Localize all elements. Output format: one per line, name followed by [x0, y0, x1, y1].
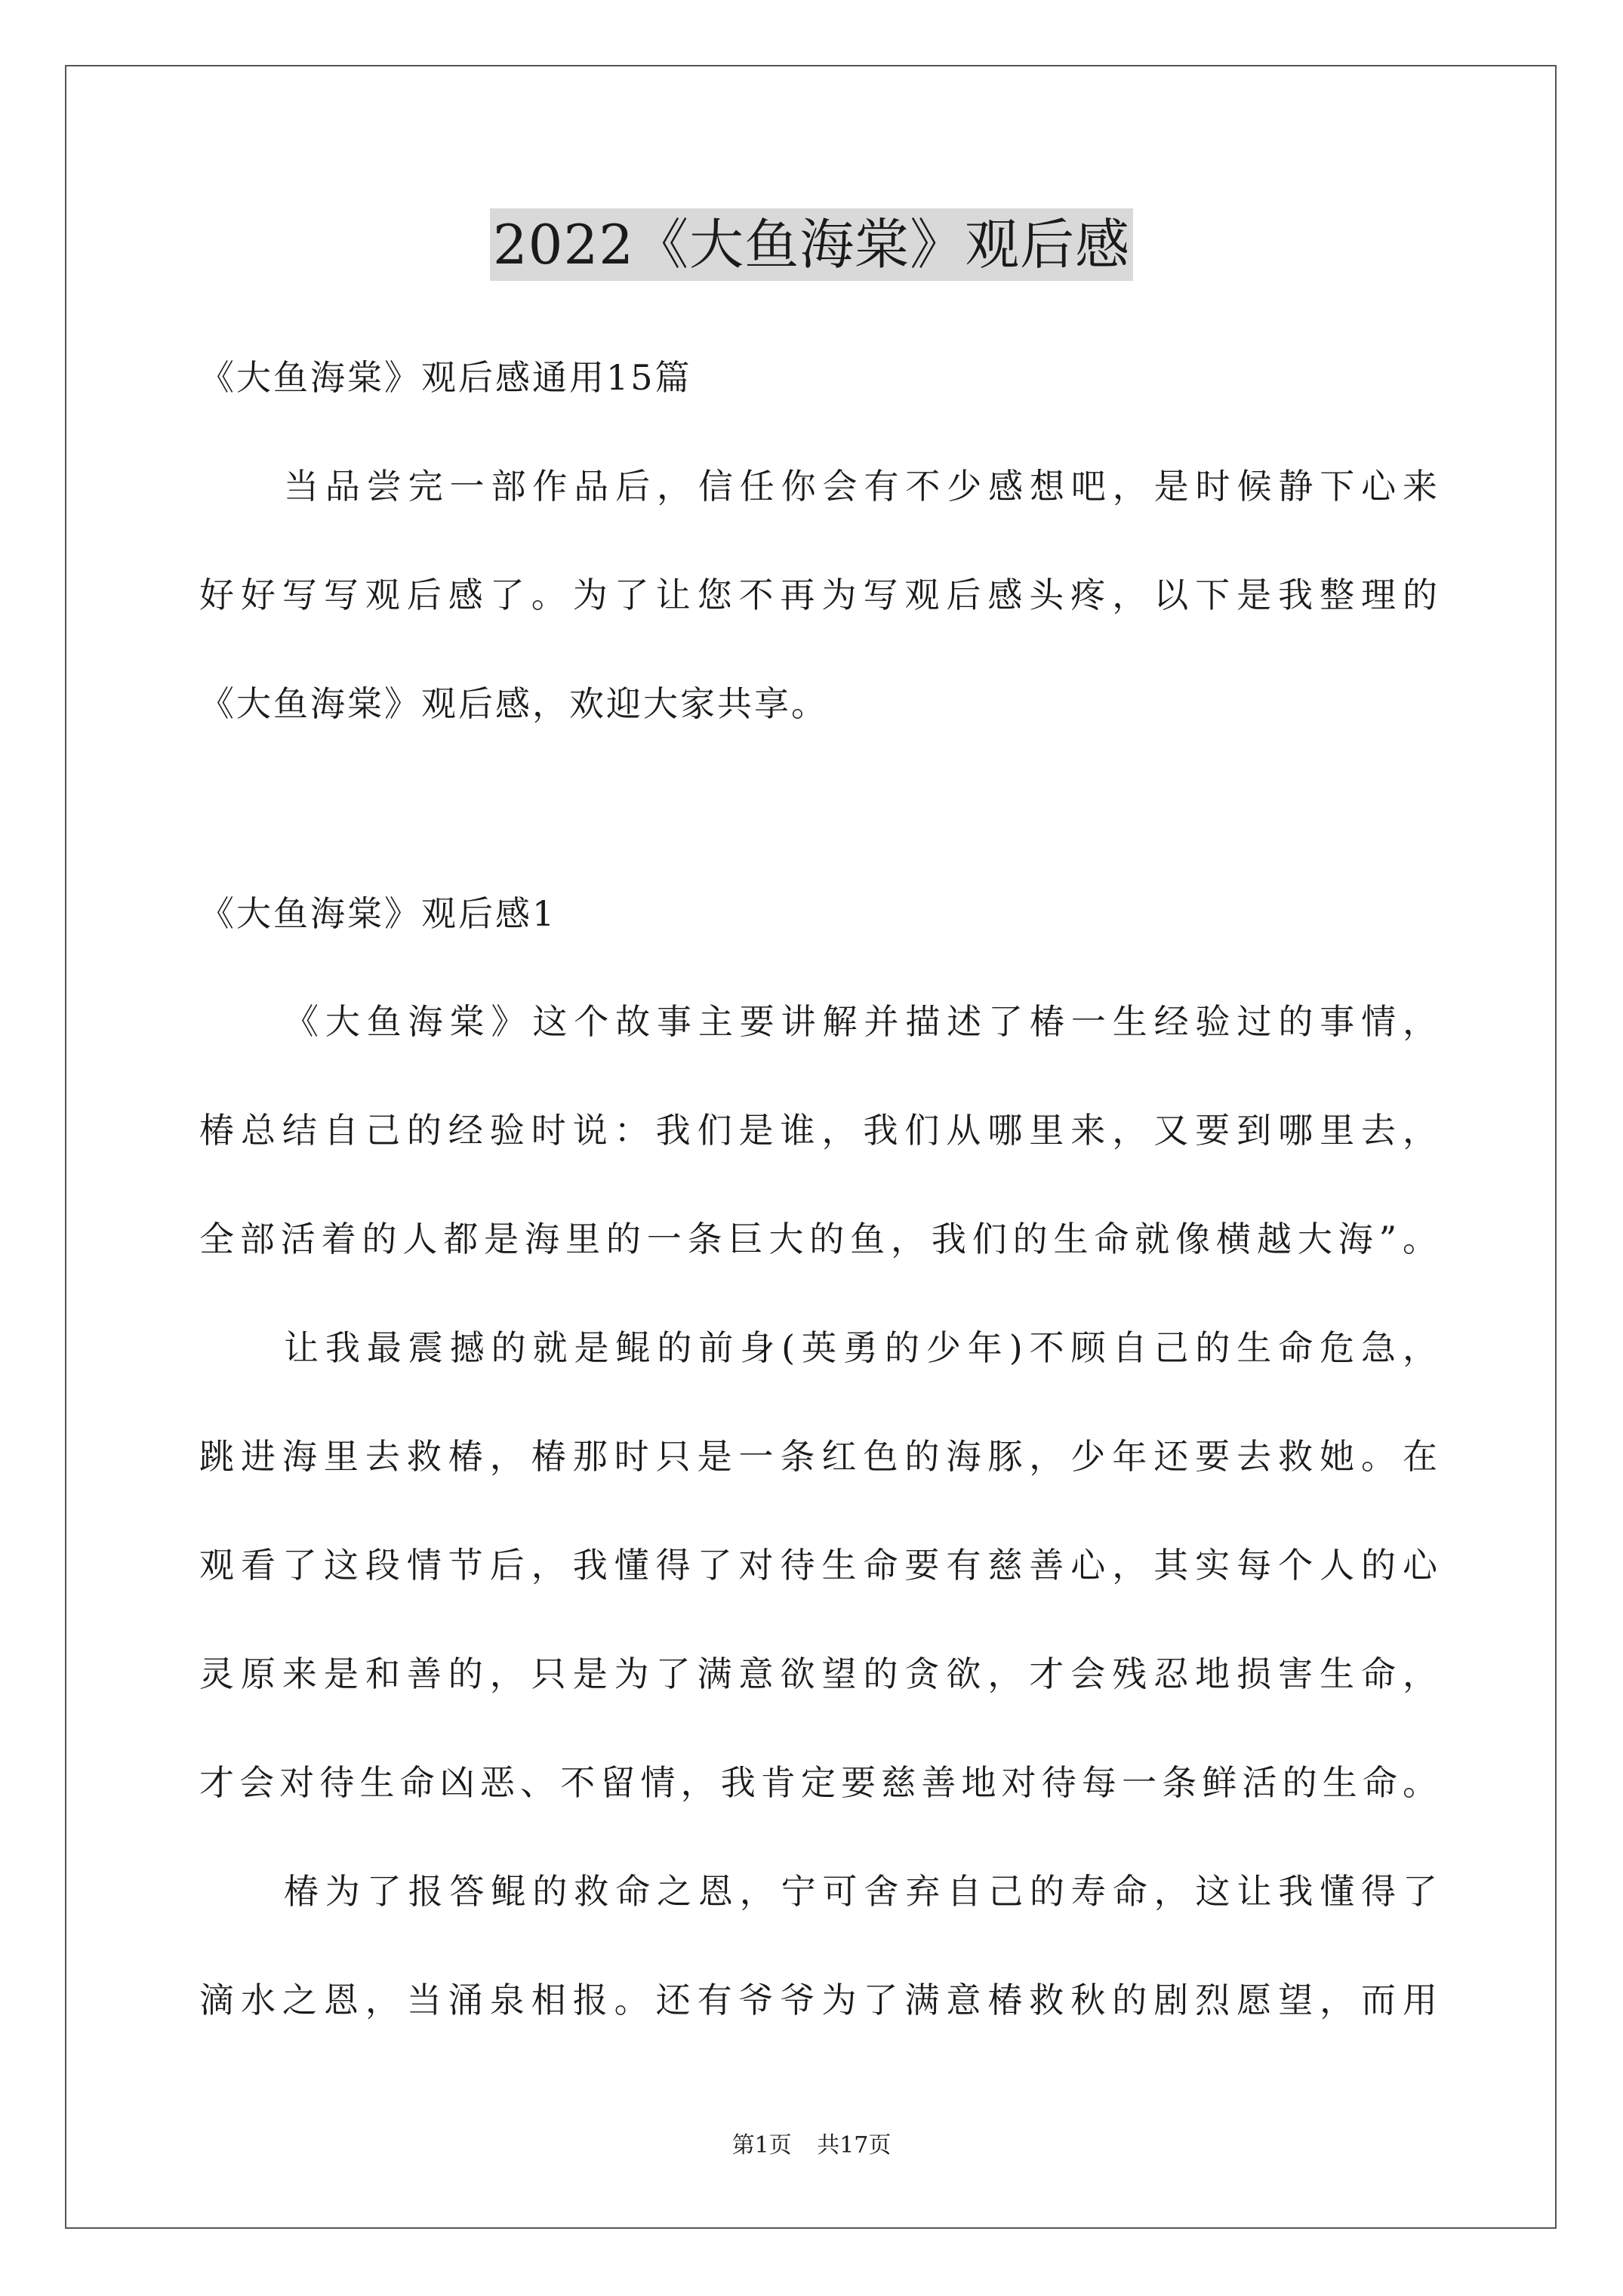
paragraph3-line-1: 椿为了报答鲲的救命之恩，宁可舍弃自己的寿命，这让我懂得了 — [284, 1871, 1437, 1912]
paragraph2-line-5: 才会对待生命凶恶、不留情，我肯定要慈善地对待每一条鲜活的生命。 — [199, 1762, 1437, 1803]
intro-line-1: 当品尝完一部作品后，信任你会有不少感想吧，是时候静下心来 — [284, 466, 1437, 507]
paragraph2-line-4: 灵原来是和善的，只是为了满意欲望的贪欲，才会残忍地损害生命， — [199, 1653, 1437, 1694]
paragraph1-line-1: 《大鱼海棠》这个故事主要讲解并描述了椿一生经验过的事情， — [284, 1001, 1437, 1042]
paragraph3-line-2: 滴水之恩，当涌泉相报。还有爷爷为了满意椿救秋的剧烈愿望，而用 — [199, 1980, 1437, 2020]
document-title: 2022《大鱼海棠》观后感 — [490, 208, 1133, 281]
paragraph2-line-1: 让我最震撼的就是鲲的前身(英勇的少年)不顾自己的生命危急， — [284, 1327, 1437, 1368]
paragraph1-line-2: 椿总结自己的经验时说：我们是谁，我们从哪里来，又要到哪里去， — [199, 1110, 1437, 1151]
intro-line-3: 《大鱼海棠》观后感，欢迎大家共享。 — [199, 683, 828, 724]
page-total: 共17页 — [817, 2132, 892, 2159]
page-number: 第1页 — [731, 2132, 792, 2159]
title-container — [0, 208, 1623, 281]
section-heading: 《大鱼海棠》观后感1 — [199, 893, 557, 934]
page-footer — [0, 2131, 1623, 2161]
intro-line-2: 好好写写观后感了。为了让您不再为写观后感头疼，以下是我整理的 — [199, 575, 1437, 615]
document-subtitle: 《大鱼海棠》观后感通用15篇 — [199, 357, 692, 398]
paragraph1-line-3: 全部活着的人都是海里的一条巨大的鱼，我们的生命就像横越大海”。 — [199, 1219, 1437, 1259]
paragraph2-line-2: 跳进海里去救椿，椿那时只是一条红色的海豚，少年还要去救她。在 — [199, 1436, 1437, 1477]
paragraph2-line-3: 观看了这段情节后，我懂得了对待生命要有慈善心，其实每个人的心 — [199, 1545, 1437, 1586]
